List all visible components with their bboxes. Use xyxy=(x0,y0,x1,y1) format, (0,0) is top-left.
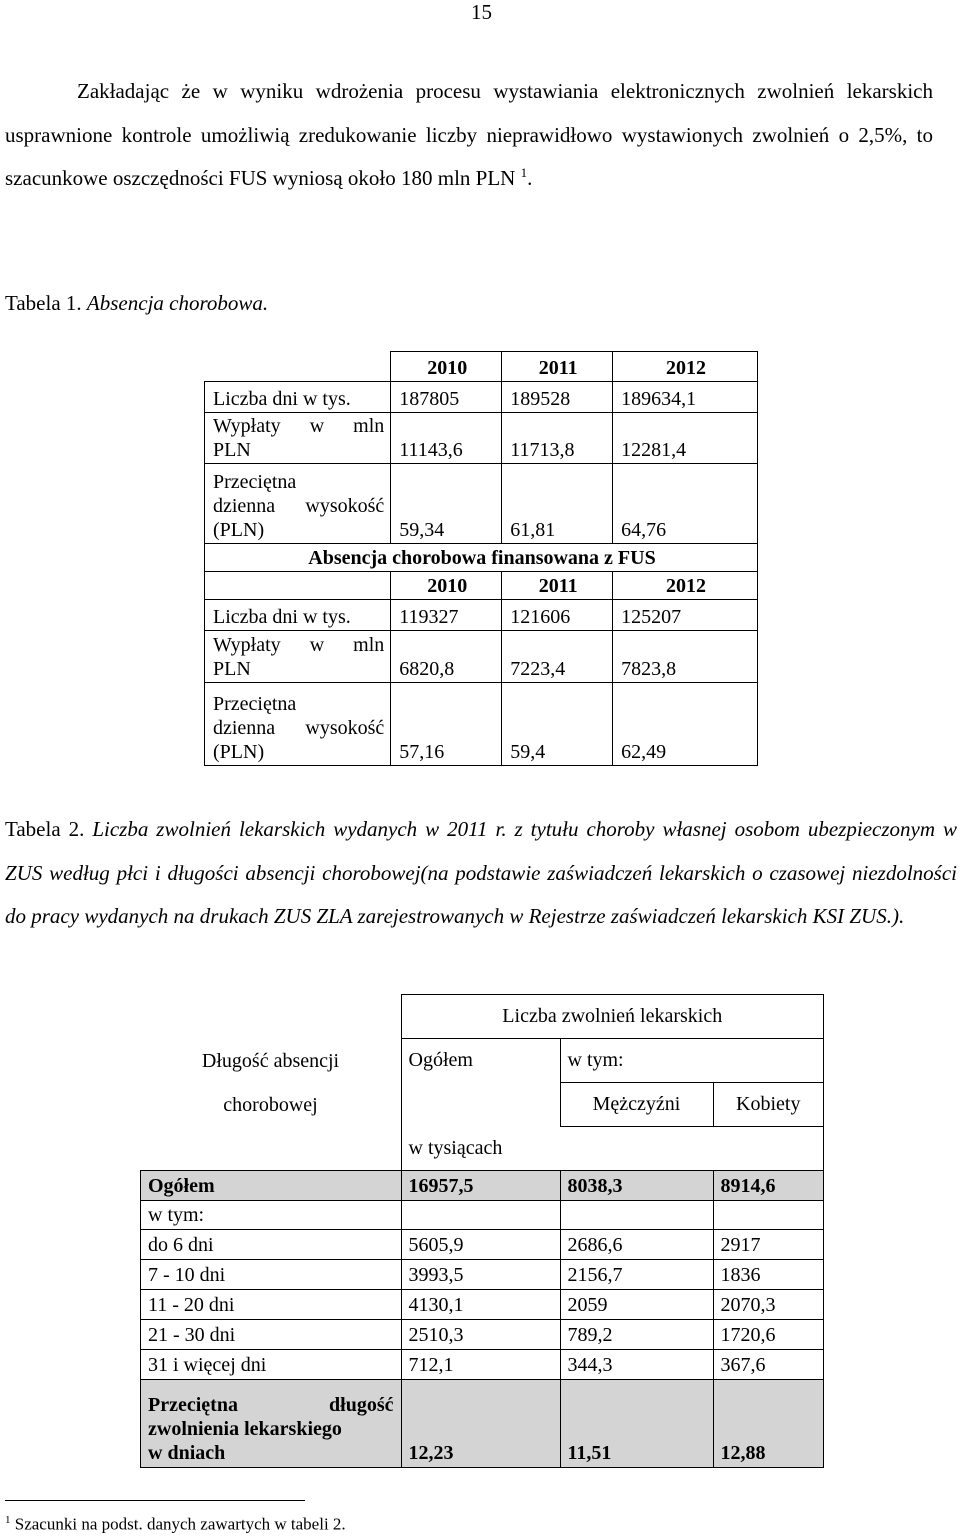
table-row: 31 i więcej dni 712,1 344,3 367,6 xyxy=(141,1350,824,1380)
table-row: Przeciętna dzienna wysokość (PLN) 59,34 61,81 64,76 xyxy=(205,464,758,544)
table-row: do 6 dni 5605,9 2686,6 2917 xyxy=(141,1230,824,1260)
section-title: Absencja chorobowa finansowana z FUS xyxy=(205,544,758,572)
table-header-row: Ogółem w tym: xyxy=(141,1039,824,1083)
table-row: Ogółem 16957,5 8038,3 8914,6 xyxy=(141,1171,824,1201)
table-row: 11 - 20 dni 4130,1 2059 2070,3 xyxy=(141,1290,824,1320)
table-row: Wypłaty w mln PLN 11143,6 11713,8 12281,4 xyxy=(205,413,758,464)
table-row: 2010 2011 2012 xyxy=(205,352,758,382)
table-sick-leave xyxy=(140,994,824,1468)
table2-caption: Tabela 2. Liczba zwolnień lekarskich wydanych w 2011 r. z tytułu choroby własnej osobom ubezpieczonym w ZUS według płci i długości absencji chorobowej(na podstawie zaświadczeń lekarskich o czasowej niezdolności do pracy wydanych na drukach ZUS ZLA zarejestrowanych w Rejestrze zaświadczeń lekarskich KSI ZUS.). xyxy=(5,817,957,928)
table-row xyxy=(205,544,758,572)
table1-caption: Tabela 1. Absencja chorobowa. xyxy=(5,291,269,315)
paragraph-text: Zakładając że w wyniku wdrożenia procesu wystawiania elektronicznych zwolnień lekarskich usprawnione kontrole umożliwią zredukowanie liczby nieprawidłowo wystawionych zwolnień o 2,5%, to szacunkowe oszczędności FUS wyniosą około 180 mln PLN xyxy=(5,79,933,190)
table-row: w tym: xyxy=(141,1201,824,1230)
table-row: 7 - 10 dni 3993,5 2156,7 1836 xyxy=(141,1260,824,1290)
table-header-row: w tysiącach xyxy=(141,1127,824,1171)
table-row: Przeciętna dzienna wysokość (PLN) 57,16 59,4 62,49 xyxy=(205,683,758,766)
page-number: 15 xyxy=(471,0,492,24)
table-row: 21 - 30 dni 2510,3 789,2 1720,6 xyxy=(141,1320,824,1350)
table-row: Liczba dni w tys. 187805 189528 189634,1 xyxy=(205,382,758,413)
table-row: Liczba dni w tys. 119327 121606 125207 xyxy=(205,600,758,631)
footnote: $^1$ Szacunki na podst. danych zawartych w tabeli 2. xyxy=(5,1514,346,1534)
table-absence xyxy=(204,351,758,766)
table-row: Przeciętna długość zwolnienia lekarskiego w dniach 12,23 11,51 12,88 xyxy=(141,1380,824,1468)
table-row: 2010 2011 2012 xyxy=(205,572,758,600)
table-header-row: Długość absencji chorobowej Liczba zwolnień lekarskich xyxy=(141,995,824,1039)
footnote-ref: 1 xyxy=(520,165,528,180)
footnote-divider xyxy=(5,1500,305,1501)
table-header-row: Mężczyźni Kobiety xyxy=(141,1083,824,1127)
body-paragraph: Zakładając że w wyniku wdrożenia procesu wystawiania elektronicznych zwolnień lekarskich usprawnione kontrole umożliwią zredukowanie liczby nieprawidłowo wystawionych zwolnień o 2,5%, to szacunkowe oszczędności FUS wyniosą około 180 mln PLN $^1$. xyxy=(5,79,933,190)
table-row: Wypłaty w mln PLN 6820,8 7223,4 7823,8 xyxy=(205,631,758,683)
